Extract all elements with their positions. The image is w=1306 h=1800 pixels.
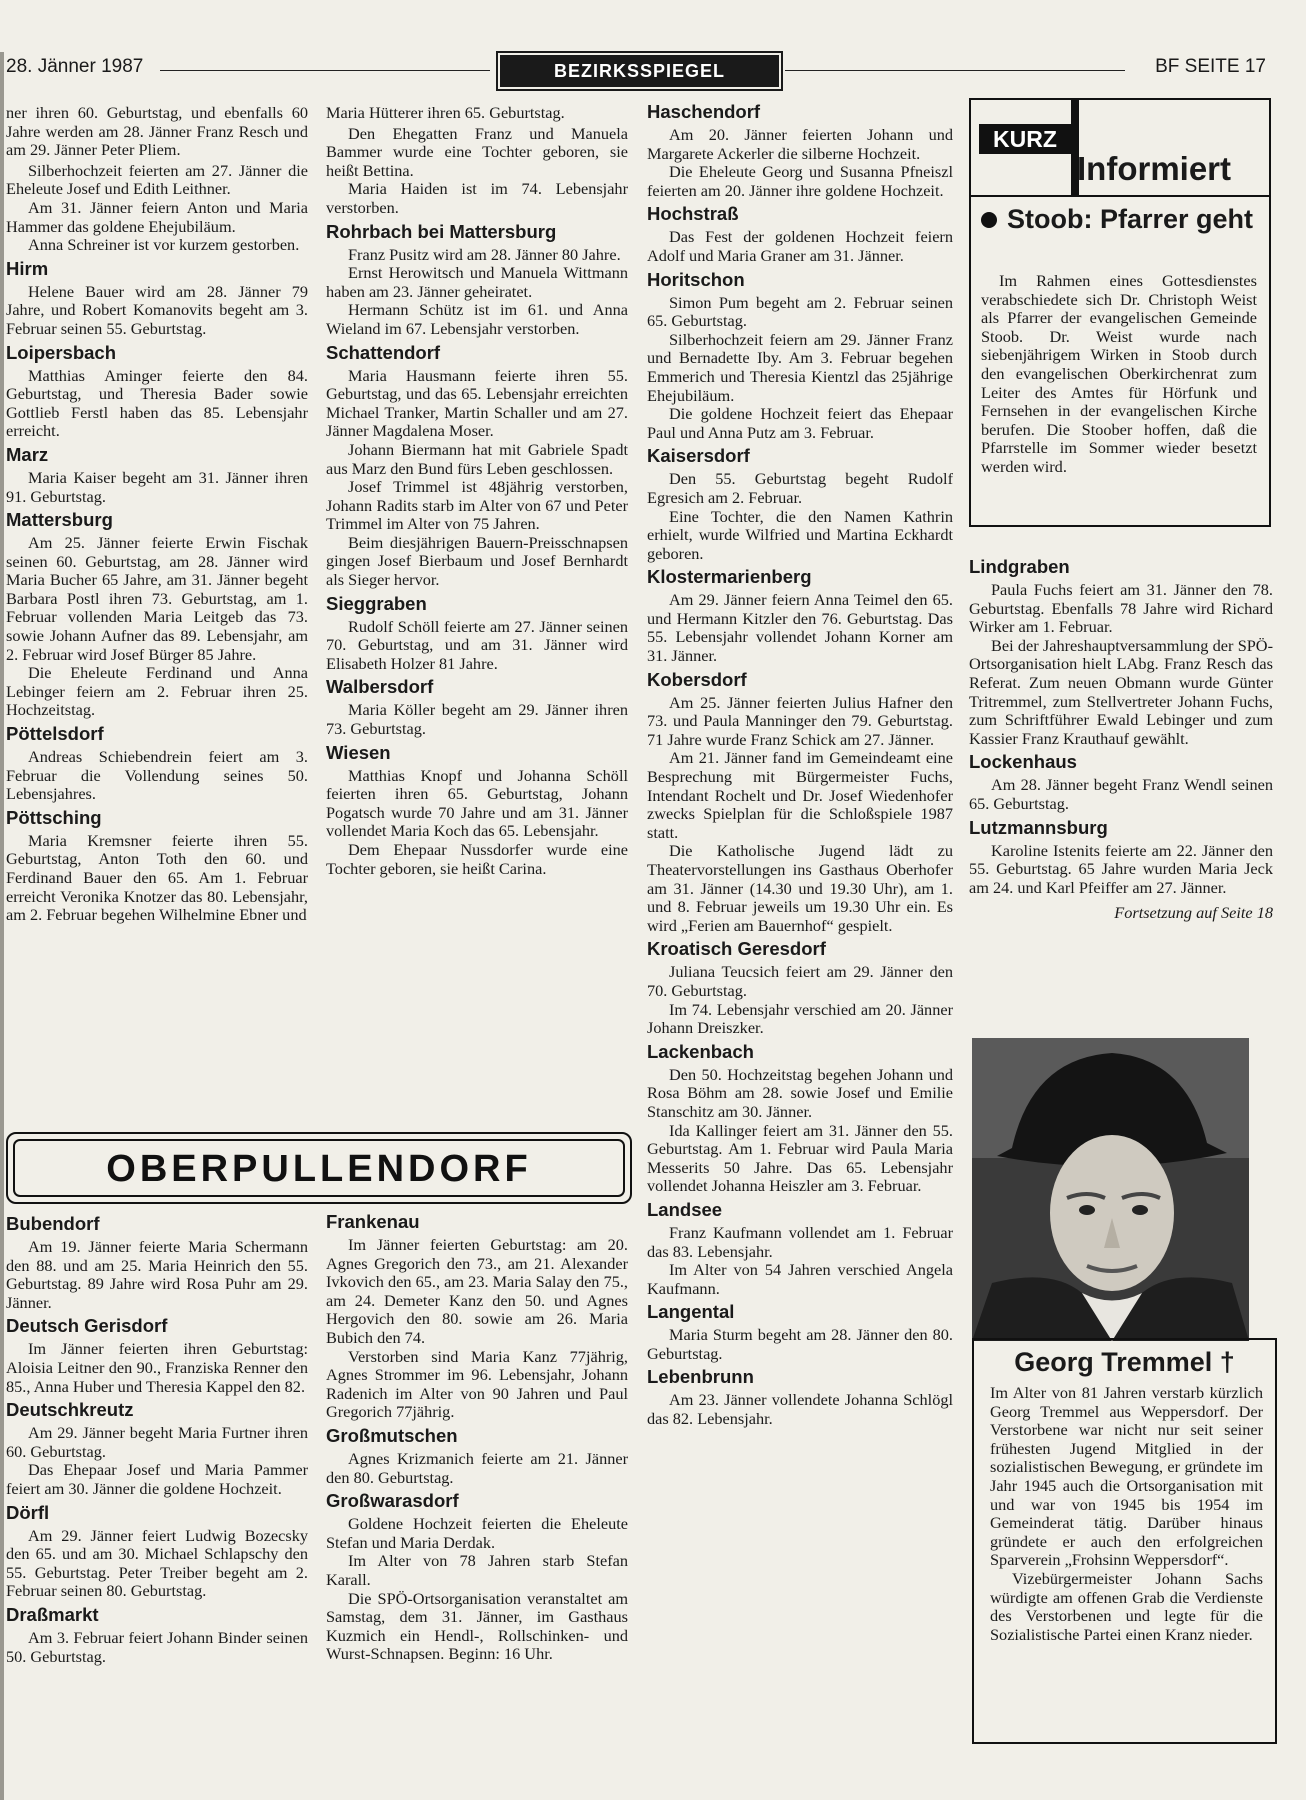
place-article-wiesen	[326, 741, 628, 879]
place-heading: Langental	[647, 1301, 735, 1323]
paragraph: Josef Trimmel ist 48jährig verstorben, Johann Radits starb im Alter von 67 und Peter Trimmel im Alter von 75 Jahren.	[326, 477, 628, 534]
place-article-drassmarkt	[6, 1603, 308, 1666]
continuation-text: ner ihren 60. Geburtstag, und ebenfalls 60 Jahre werden am 28. Jänner Franz Resch und am 29. Jänner Peter Pliem.	[6, 104, 308, 160]
article-list	[6, 257, 308, 925]
paragraph: Franz Kaufmann vollendet am 1. Februar das 83. Lebensjahr.	[647, 1222, 953, 1261]
article-list	[969, 555, 1273, 897]
place-article-marz	[6, 443, 308, 506]
paragraph: Karoline Istenits feierte am 22. Jänner den 55. Geburtstag. 65 Jahre wurden Maria Jeck am 24. und Karl Pfeiffer am 27. Jänner.	[969, 840, 1273, 897]
paragraph: Eine Tochter, die den Namen Kathrin erhielt, wurde Wilfried und Martina Eckhardt geboren.	[647, 506, 953, 563]
section-title: BEZIRKSSPIEGEL	[500, 55, 779, 87]
place-article-rohrbach-bei-mattersburg	[326, 220, 628, 339]
place-article-grosswarasdorf	[326, 1489, 628, 1664]
place-article-lutzmannsburg	[969, 816, 1273, 898]
paragraph: Juliana Teucsich feiert am 29. Jänner den 70. Geburtstag.	[647, 962, 953, 1000]
place-article-haschendorf	[647, 100, 953, 200]
place-article-schattendorf	[326, 341, 628, 590]
continuation-text: Maria Hütterer ihren 65. Geburtstag.	[326, 104, 565, 122]
paragraph: Am 3. Februar feiert Johann Binder seinen 50. Geburtstag.	[6, 1627, 308, 1666]
kurz-headline-wrap	[981, 203, 1261, 235]
paragraph: Bei der Jahreshauptversammlung der SPÖ-Ortsorganisation hielt LAbg. Franz Resch das Referat. Zum neuen Obmann wurde Günter Tritremmel, zum Stellvertreter Johann Fuchs, zum Schriftführer Ewald Lebinger und zum Kassier Franz Krauthauf gewählt.	[969, 635, 1273, 748]
paragraph: Paula Fuchs feiert am 31. Jänner den 78. Geburtstag. Ebenfalls 78 Jahre wird Richard Wirker am 1. Februar.	[969, 580, 1273, 637]
paragraph: Maria Sturm begeht am 28. Jänner den 80. Geburtstag.	[647, 1325, 953, 1363]
place-heading: Kaisersdorf	[647, 445, 750, 467]
place-heading: Kobersdorf	[647, 668, 747, 690]
paragraph: Die Katholische Jugend lädt zu Theatervorstellungen ins Gasthaus Oberhofer am 31. Jänner (14.30 und 19.30 Uhr), am 1. und 8. Februar jeweils um 19.30 Uhr ein. Es wird „Ferien am Bauernhof“ gespielt.	[647, 841, 953, 935]
paragraph: Verstorben sind Maria Kanz 77jährig, Agnes Strommer im 96. Lebensjahr, Johann Radenich im Alter von 90 Jahren und Paul Gregorich 77jährig.	[326, 1346, 628, 1422]
district-banner	[6, 1132, 632, 1204]
place-heading: Klostermarienberg	[647, 566, 812, 588]
place-heading: Kroatisch Geresdorf	[647, 938, 826, 960]
place-heading: Horitschon	[647, 268, 745, 290]
header-rule-right	[785, 70, 1125, 71]
paragraph: Im 74. Lebensjahr verschied am 20. Jänner Johann Dreiszker.	[647, 999, 953, 1038]
place-heading: Hirm	[6, 257, 49, 279]
paragraph: Am 20. Jänner feierten Johann und Margarete Ackerler die silberne Hochzeit.	[647, 125, 953, 163]
place-heading: Haschendorf	[647, 101, 761, 122]
paragraph: Die Eheleute Ferdinand und Anna Lebinger feiern am 2. Februar ihren 25. Hochzeitstag.	[6, 663, 308, 720]
district-title: OBERPULLENDORF	[106, 1148, 532, 1190]
paragraph: Am 31. Jänner feiern Anton und Maria Hammer das goldene Ehejubiläum.	[6, 197, 308, 236]
column-3	[647, 100, 953, 1772]
place-article-horitschon	[647, 268, 953, 443]
paragraph: Rudolf Schöll feierte am 27. Jänner seinen 70. Geburtstag, und am 31. Jänner wird Elisabeth Holzer 81 Jahre.	[326, 616, 628, 673]
place-article-walbersdorf	[326, 675, 628, 738]
paragraph: Am 29. Jänner feiert Ludwig Bozecsky den 65. und am 30. Michael Schlapschy den 55. Geburtstag. Peter Treiber begeht am 2. Februar seinen 80. Geburtstag.	[6, 1525, 308, 1601]
column-1-top	[6, 104, 308, 1122]
place-heading: Lebenbrunn	[647, 1366, 754, 1388]
paragraph: Maria Kremsner feierte ihren 55. Geburtstag, Anton Toth den 60. und Ferdinand Bauer den 65. Am 1. Februar erreicht Veronika Knotzer das 80. Lebensjahr, am 2. Februar begehen Wilhelmine Ebner und	[6, 830, 308, 925]
paragraph: Goldene Hochzeit feierten die Eheleute Stefan und Maria Derdak.	[326, 1514, 628, 1552]
place-article-kaisersdorf	[647, 444, 953, 563]
place-article-lindgraben	[969, 555, 1273, 748]
place-heading: Großwarasdorf	[326, 1490, 459, 1512]
place-heading: Dörfl	[6, 1501, 50, 1523]
paragraph: Den 55. Geburtstag begeht Rudolf Egresich am 2. Februar.	[647, 469, 953, 507]
place-article-deutschkreutz	[6, 1398, 308, 1498]
place-heading: Lindgraben	[969, 556, 1070, 577]
place-heading: Wiesen	[326, 741, 391, 763]
paragraph: Am 19. Jänner feierte Maria Schermann den 88. und am 25. Maria Heinrich den 55. Geburtstag. 89 Jahre wird Rosa Puhr am 29. Jänner.	[6, 1237, 308, 1312]
portrait-photo	[972, 1038, 1249, 1341]
place-article-kroatisch-geresdorf	[647, 937, 953, 1037]
place-article-landsee	[647, 1198, 953, 1298]
paragraph: Am 23. Jänner vollendete Johanna Schlögl das 82. Lebensjahr.	[647, 1390, 953, 1429]
obituary-box	[972, 1338, 1277, 1744]
place-article-hirm	[6, 257, 308, 339]
obituary-paragraph: Im Alter von 81 Jahren verstarb kürzlich Georg Tremmel aus Weppersdorf. Der Verstorbene war nicht nur seit seiner frühesten Jugend Mitglied in der sozialistischen Bewegung, er gründete im Jahr 1945 auch die Ortsorganisation mit und war von 1945 bis 1954 im Gemeinderat tätig. Darüber hinaus gründete er auch den erfolgreichen Sparverein „Frohsinn Weppersdorf“.	[990, 1383, 1263, 1570]
paragraph: Franz Pusitz wird am 28. Jänner 80 Jahre.	[348, 244, 621, 264]
place-heading: Rohrbach bei Mattersburg	[326, 220, 557, 242]
paragraph: Dem Ehepaar Nussdorfer wurde eine Tochter geboren, sie heißt Carina.	[326, 840, 628, 878]
place-heading: Marz	[6, 443, 49, 465]
place-heading: Frankenau	[326, 1211, 420, 1232]
paragraph: Hermann Schütz ist im 61. und Anna Wieland im 67. Lebensjahr verstorben.	[326, 300, 628, 338]
place-article-pottelsdorf	[6, 722, 308, 804]
paragraph: Maria Kaiser begeht am 31. Jänner ihren 91. Geburtstag.	[6, 467, 308, 506]
paragraph: Simon Pum begeht am 2. Februar seinen 65. Geburtstag.	[647, 292, 953, 331]
page-left-edge	[0, 52, 4, 1800]
article-list	[6, 1212, 308, 1666]
paragraph: Ida Kallinger feiert am 31. Jänner den 55. Geburtstag. Am 1. Februar wird Paula Maria Messerits 50 Jahre. Das 65. Lebensjahr vollendet Johanna Heiszler am 3. Februar.	[647, 1120, 953, 1196]
place-article-pottsching	[6, 806, 308, 925]
paragraph: Maria Hausmann feierte ihren 55. Geburtstag, und das 65. Lebensjahr erreichten Michael Tranker, Martin Schaller und am 27. Jänner Magdalena Moser.	[326, 365, 628, 441]
paragraph: Agnes Krizmanich feierte am 21. Jänner den 80. Geburtstag.	[326, 1448, 628, 1487]
paragraph: Am 29. Jänner begeht Maria Furtner ihren 60. Geburtstag.	[6, 1423, 308, 1461]
page-number: BF SEITE 17	[1155, 56, 1266, 77]
obituary-title: Georg Tremmel †	[1014, 1347, 1235, 1377]
paragraph: Den 50. Hochzeitstag begehen Johann und Rosa Böhm am 28. sowie Josef und Emilie Stanschitz am 30. Jänner.	[647, 1064, 953, 1121]
place-heading: Bubendorf	[6, 1213, 100, 1234]
paragraph: Silberhochzeit feiern am 29. Jänner Franz und Bernadette Iby. Am 3. Februar begehen Emmerich und Theresia Kientzl das 25jährige Ehejubiläum.	[647, 329, 953, 405]
article-list	[647, 100, 953, 1429]
place-heading: Pöttelsdorf	[6, 723, 104, 745]
paragraph: Am 21. Jänner fand im Gemeindeamt eine Besprechung mit Bürgermeister Fuchs, Intendant Rochelt und Dr. Josef Wiedenhofer zwecks Spielplan für die Schloßspiele 1987 statt.	[647, 748, 953, 842]
bullet-icon	[981, 212, 997, 228]
place-article-loipersbach	[6, 341, 308, 441]
column-2-bottom	[326, 1210, 628, 1772]
paragraph: Im Alter von 54 Jahren verschied Angela Kaufmann.	[647, 1260, 953, 1298]
paragraph: Ernst Herowitsch und Manuela Wittmann haben am 23. Jänner geheiratet.	[326, 263, 628, 301]
place-heading: Pöttsching	[6, 806, 102, 828]
kurz-informiert-box	[969, 98, 1271, 527]
paragraph: Im Jänner feierten ihren Geburtstag: Aloisia Leitner den 90., Franziska Renner den 85., Anna Huber und Theresia Kappel den 82.	[6, 1339, 308, 1396]
paragraph: Am 25. Jänner feierte Erwin Fischak seinen 60. Geburtstag, am 28. Jänner wird Maria Bucher 65 Jahre, am 31. Jänner begeht Barbara Postl ihren 73. Geburtstag, am 1. Februar vollenden Maria Leitgeb das 73. sowie Johann Aufner das 89. Lebensjahr, am 2. Februar wird Josef Bürger 85 Jahre.	[6, 533, 308, 664]
place-article-frankenau	[326, 1210, 628, 1422]
obituary-paragraph: Vizebürgermeister Johann Sachs würdigte am offenen Grab die Verdienste des Verstorbenen und legte für die Sozialistische Partei einen Kranz nieder.	[990, 1568, 1263, 1644]
header-rule-left	[160, 70, 490, 71]
paragraph: Johann Biermann hat mit Gabriele Spadt aus Marz den Bund fürs Leben geschlossen.	[326, 439, 628, 478]
paragraph: Das Fest der goldenen Hochzeit feiern Adolf und Maria Graner am 31. Jänner.	[647, 227, 953, 265]
paragraph: Im Alter von 78 Jahren starb Stefan Karall.	[326, 1551, 628, 1589]
place-article-sieggraben	[326, 592, 628, 674]
place-article-lackenbach	[647, 1040, 953, 1196]
column-2-top	[326, 104, 628, 1122]
paragraph: Die SPÖ-Ortsorganisation veranstaltet am Samstag, dem 31. Jänner, im Gasthaus Kuzmich ein Hendl-, Rollschinken- und Wurst-Schnapsen. Beginn: 16 Uhr.	[326, 1588, 628, 1664]
kurz-headline: Stoob: Pfarrer geht	[1007, 204, 1254, 234]
place-article-kobersdorf	[647, 668, 953, 936]
place-article-langental	[647, 1300, 953, 1363]
place-heading: Loipersbach	[6, 341, 116, 363]
paragraph: Die goldene Hochzeit feiert das Ehepaar Paul und Anna Putz am 3. Februar.	[647, 404, 953, 442]
article-list	[326, 220, 628, 879]
paragraph: Beim diesjährigen Bauern-Preisschnapsen gingen Josef Bierbaum und Josef Bernhardt als Sieger hervor.	[326, 532, 628, 590]
column-4	[969, 555, 1273, 1015]
place-article-lebenbrunn	[647, 1365, 953, 1428]
paragraph: Andreas Schiebendrein feiert am 3. Februar die Vollendung seines 50. Lebensjahres.	[6, 747, 308, 804]
place-heading: Deutschkreutz	[6, 1399, 134, 1421]
paragraph: Am 28. Jänner begeht Franz Wendl seinen 65. Geburtstag.	[969, 775, 1273, 813]
paragraph: Maria Haiden ist im 74. Lebensjahr verstorben.	[326, 179, 628, 217]
paragraph: Am 29. Jänner feiern Anna Teimel den 65. und Hermann Kitzler den 76. Geburtstag. Das 55. Lebensjahr vollendet Johann Korner am 31. Jänner.	[647, 590, 953, 666]
place-heading: Landsee	[647, 1198, 723, 1220]
paragraph: Maria Köller begeht am 29. Jänner ihren 73. Geburtstag.	[326, 700, 628, 739]
continuation-note: Fortsetzung auf Seite 18	[1114, 903, 1273, 923]
place-article-klostermarienberg	[647, 565, 953, 665]
place-article-hochstrass	[647, 202, 953, 265]
place-article-lockenhaus	[969, 750, 1273, 813]
page-header	[0, 50, 1306, 90]
kurz-label: KURZ	[979, 124, 1071, 154]
place-heading: Großmutschen	[326, 1424, 458, 1446]
paragraph: Am 25. Jänner feierten Julius Hafner den 73. und Paula Manninger den 79. Geburtstag. 71 Jahre wurde Franz Schick am 27. Jänner.	[647, 692, 953, 749]
place-heading: Schattendorf	[326, 341, 441, 363]
kurz-header-rule	[971, 195, 1269, 197]
place-heading: Hochstraß	[647, 203, 739, 225]
place-article-bubendorf	[6, 1212, 308, 1312]
kurz-text: Im Rahmen eines Gottesdienstes verabschiedete sich Dr. Christoph Weist als Pfarrer der evangelischen Gemeinde Stoob. Dr. Weist wurde nach siebenjährigem Wirken in Stoob durch den evangelischen Oberkirchenrat zum Leiter des Amtes für Hörfunk und Fernsehen in der evangelischen Kirche berufen. Die Stoober hoffen, daß die Pfarrstelle im Sommer wieder besetzt werden wird.	[981, 271, 1257, 476]
place-heading: Lutzmannsburg	[969, 816, 1108, 838]
paragraph: Matthias Knopf und Johanna Schöll feierten ihren 65. Geburtstag, Johann Pogatsch wurde 70 Jahre und am 31. Jänner vollendet Maria Koch das 65. Lebensjahr.	[326, 765, 628, 841]
paragraph: Matthias Aminger feierte den 84. Geburtstag, und Theresia Bader sowie Gottlieb Ferstl haben das 85. Lebensjahr erreicht.	[6, 365, 308, 441]
paragraph: Im Jänner feierten Geburtstag: am 20. Agnes Gregorich den 73., am 21. Alexander Ivkovich den 65., am 23. Maria Salay den 75., am 24. Demeter Kanz den 50. und Agnes Hergovich den 80. sowie am 26. Maria Bubich den 74.	[326, 1235, 628, 1347]
column-1-bottom	[6, 1212, 308, 1772]
place-heading: Lackenbach	[647, 1040, 754, 1062]
paragraph: Anna Schreiner ist vor kurzem gestorben.	[28, 235, 300, 255]
place-article-mattersburg	[6, 508, 308, 720]
paragraph: Das Ehepaar Josef und Maria Pammer feiert am 30. Jänner die goldene Hochzeit.	[6, 1460, 308, 1498]
informiert-label: Informiert	[1077, 150, 1232, 187]
place-heading: Sieggraben	[326, 592, 427, 614]
place-article-deutsch-gerisdorf	[6, 1314, 308, 1396]
place-heading: Deutsch Gerisdorf	[6, 1315, 168, 1337]
obituary-text	[990, 1384, 1263, 1644]
portrait-photo-image	[972, 1038, 1249, 1341]
place-heading: Walbersdorf	[326, 676, 434, 698]
paragraph: Silberhochzeit feierten am 27. Jänner die Eheleute Josef und Edith Leithner.	[6, 160, 308, 199]
paragraph: Helene Bauer wird am 28. Jänner 79 Jahre, und Robert Komanovits begeht am 3. Februar seinen 55. Geburtstag.	[6, 281, 308, 338]
place-article-grossmutschen	[326, 1424, 628, 1487]
place-heading: Mattersburg	[6, 509, 113, 531]
paragraph: Den Ehegatten Franz und Manuela Bammer wurde eine Tochter geboren, sie heißt Bettina.	[326, 123, 628, 180]
paragraph: Die Eheleute Georg und Susanna Pfneiszl feierten am 20. Jänner ihre goldene Hochzeit.	[647, 162, 953, 200]
place-heading: Draßmarkt	[6, 1603, 99, 1625]
place-article-dorfl	[6, 1501, 308, 1601]
place-heading: Lockenhaus	[969, 751, 1077, 773]
article-list	[326, 1210, 628, 1664]
issue-date: 28. Jänner 1987	[6, 56, 144, 77]
